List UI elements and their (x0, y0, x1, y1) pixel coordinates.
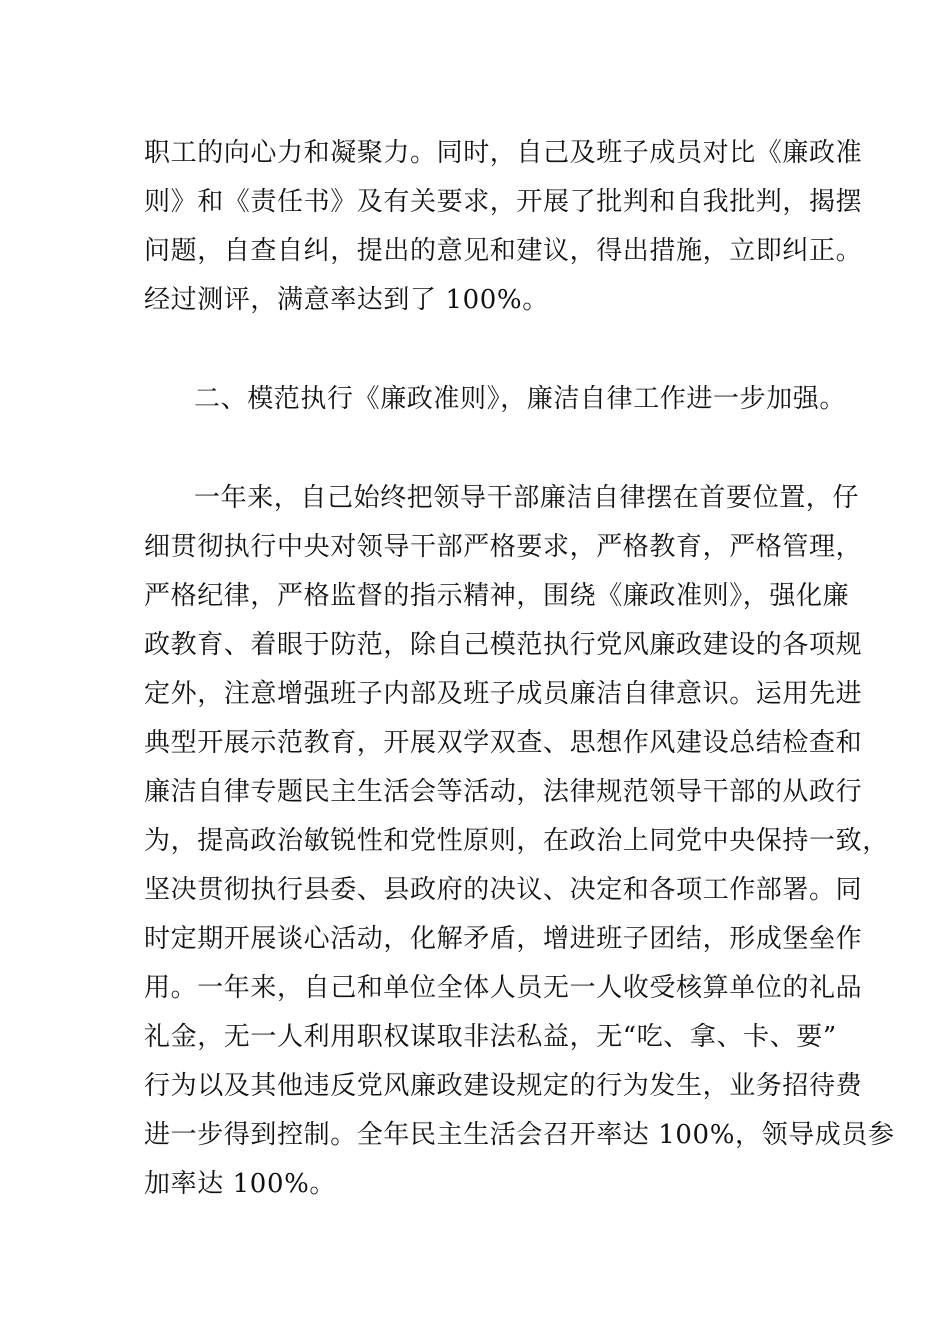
paragraph-line: 则》和《责任书》及有关要求，开展了批判和自我批判，揭摆 (144, 187, 863, 217)
paragraph-line: 政教育、着眼于防范，除自己模范执行党风廉政建设的各项规 (144, 630, 863, 660)
paragraph-line: 礼金，无一人利用职权谋取非法私益，无“吃、拿、卡、要” (144, 1022, 837, 1052)
paragraph-line: 加率达 100%。 (144, 1169, 336, 1199)
paragraph-line: 时定期开展谈心活动，化解矛盾，增进班子团结，形成堡垒作 (144, 924, 863, 954)
paragraph-line: 进一步得到控制。全年民主生活会召开率达 100%，领导成员参 (144, 1120, 895, 1150)
paragraph-line: 坚决贯彻执行县委、县政府的决议、决定和各项工作部署。同 (144, 875, 863, 905)
paragraph-line: 典型开展示范教育，开展双学双查、思想作风建设总结检查和 (144, 728, 863, 758)
paragraph-line: 经过测评，满意率达到了 100%。 (144, 285, 549, 315)
paragraph-line: 严格纪律，严格监督的指示精神，围绕《廉政准则》，强化廉 (144, 581, 850, 611)
paragraph-line: 一年来，自己始终把领导干部廉洁自律摆在首要位置，仔 (194, 483, 860, 513)
paragraph-line: 定外，注意增强班子内部及班子成员廉洁自律意识。运用先进 (144, 679, 863, 709)
paragraph-line: 廉洁自律专题民主生活会等活动，法律规范领导干部的从政行 (144, 777, 863, 807)
paragraph-line: 职工的向心力和凝聚力。同时，自己及班子成员对比《廉政准 (144, 138, 863, 168)
paragraph-line: 细贯彻执行中央对领导干部严格要求，严格教育，严格管理， (144, 532, 863, 562)
paragraph-line: 为，提高政治敏锐性和党性原则，在政治上同党中央保持一致， (144, 826, 889, 856)
section-heading: 二、模范执行《廉政准则》，廉洁自律工作进一步加强。 (194, 384, 847, 414)
paragraph-line: 行为以及其他违反党风廉政建设规定的行为发生，业务招待费 (144, 1071, 863, 1101)
paragraph-line: 用。一年来，自己和单位全体人员无一人收受核算单位的礼品 (144, 973, 863, 1003)
paragraph-line: 问题，自查自纠，提出的意见和建议，得出措施，立即纠正。 (144, 236, 863, 266)
